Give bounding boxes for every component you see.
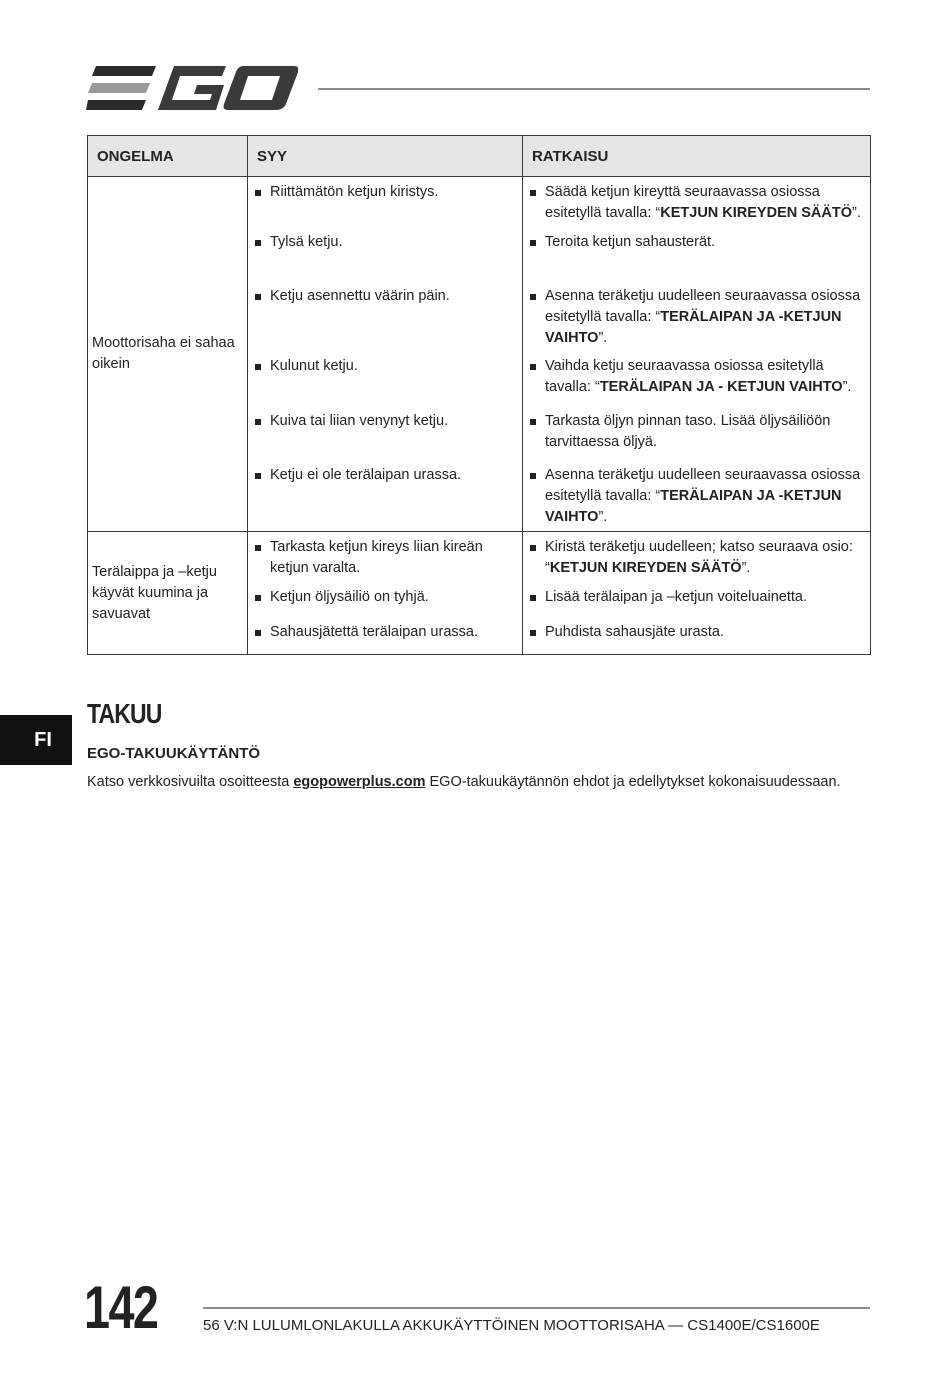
- solution-item: Vaihda ketju seuraavassa osiossa esitetyllä tavalla: “TERÄLAIPAN JA - KETJUN VAIHTO”.: [529, 356, 864, 411]
- footer-rule: [203, 1307, 870, 1309]
- header-rule: [318, 88, 870, 90]
- cause-item: Kuiva tai liian venynyt ketju.: [254, 411, 516, 465]
- cause-item: Kulunut ketju.: [254, 356, 516, 411]
- cause-item: Tarkasta ketjun kireys liian kireän ketjun varalta.: [254, 537, 516, 587]
- troubleshooting-table: [87, 135, 871, 655]
- solution-item: Säädä ketjun kireyttä seuraavassa osiossa esitetyllä tavalla: “KETJUN KIREYDEN SÄÄTÖ”.: [529, 182, 864, 232]
- header-solution: RATKAISU: [523, 136, 871, 177]
- header-problem: ONGELMA: [88, 136, 248, 177]
- cause-item: Riittämätön ketjun kiristys.: [254, 182, 516, 232]
- solution-cell: [523, 532, 871, 655]
- section-title: TAKUU: [87, 698, 162, 729]
- cause-cell: [248, 177, 523, 532]
- ego-logo: [86, 64, 298, 112]
- solution-item: Tarkasta öljyn pinnan taso. Lisää öljysäiliöön tarvittaessa öljyä.: [529, 411, 864, 465]
- page-number: 142: [84, 1274, 158, 1341]
- table-header-row: [88, 136, 871, 177]
- cause-item: Ketjun öljysäiliö on tyhjä.: [254, 587, 516, 622]
- table-row: [88, 177, 871, 532]
- solution-item: Puhdista sahausjäte urasta.: [529, 622, 864, 652]
- footer-title: 56 V:N LULUMLONLAKULLA AKKUKÄYTTÖINEN MOOTTORISAHA — CS1400E/CS1600E: [203, 1317, 820, 1334]
- language-tab: FI: [0, 715, 72, 765]
- problem-cell: Terälaippa ja –ketju käyvät kuumina ja savuavat: [88, 532, 248, 655]
- warranty-text: Katso verkkosivuilta osoitteesta egopowerplus.com EGO-takuukäytännön ehdot ja edellytykset kokonaisuudessaan.: [87, 774, 841, 790]
- header-cause: SYY: [248, 136, 523, 177]
- solution-item: Asenna teräketju uudelleen seuraavassa osiossa esitetyllä tavalla: “TERÄLAIPAN JA -KETJUN VAIHTO”.: [529, 286, 864, 356]
- website-link[interactable]: egopowerplus.com: [293, 774, 426, 790]
- cause-item: Tylsä ketju.: [254, 232, 516, 286]
- cause-item: Sahausjätettä terälaipan urassa.: [254, 622, 516, 652]
- solution-item: Lisää terälaipan ja –ketjun voiteluainetta.: [529, 587, 864, 622]
- cause-item: Ketju ei ole terälaipan urassa.: [254, 465, 516, 525]
- cause-cell: [248, 532, 523, 655]
- solution-cell: [523, 177, 871, 532]
- solution-item: Kiristä teräketju uudelleen; katso seuraava osio: “KETJUN KIREYDEN SÄÄTÖ”.: [529, 537, 864, 587]
- section-subtitle: EGO-TAKUUKÄYTÄNTÖ: [87, 745, 261, 762]
- table-row: [88, 532, 871, 655]
- solution-item: Asenna teräketju uudelleen seuraavassa osiossa esitetyllä tavalla: “TERÄLAIPAN JA -KETJUN VAIHTO”.: [529, 465, 864, 525]
- solution-item: Teroita ketjun sahausterät.: [529, 232, 864, 286]
- problem-cell: Moottorisaha ei sahaa oikein: [88, 177, 248, 532]
- cause-item: Ketju asennettu väärin päin.: [254, 286, 516, 356]
